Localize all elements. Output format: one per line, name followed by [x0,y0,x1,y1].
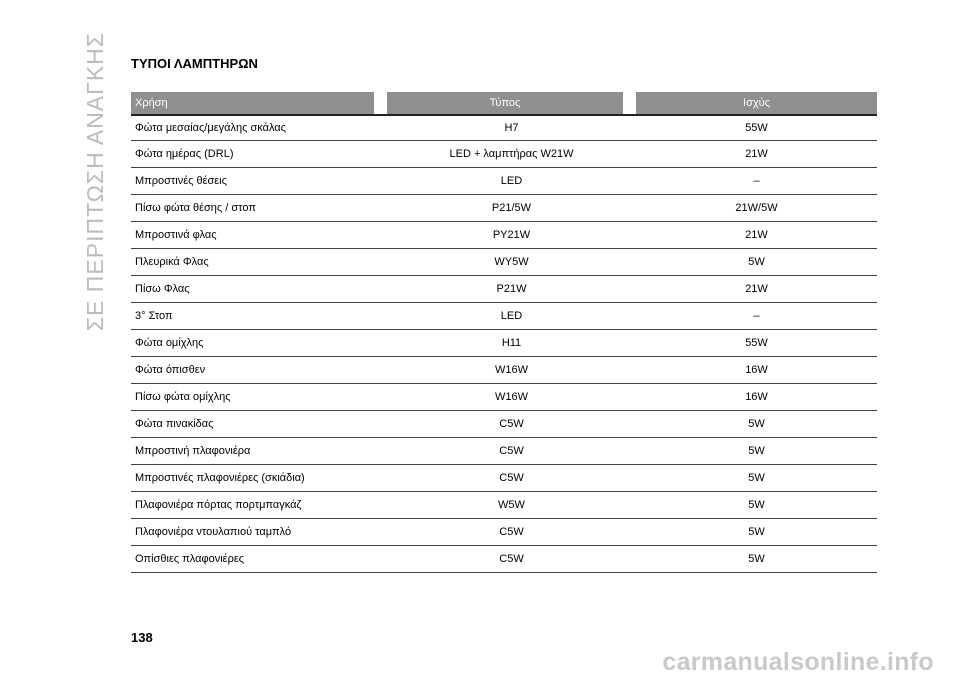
table-row [131,303,877,330]
table-row [131,384,877,411]
cell-usage: Φώτα ημέρας (DRL) [135,148,234,160]
cell-power: 21W [745,229,768,241]
cell-type: W16W [495,391,528,403]
cell-usage: Φώτα ομίχλης [135,337,204,349]
table-header [131,92,877,114]
cell-usage: Μπροστινή πλαφονιέρα [135,445,251,457]
cell-power: 21W [745,148,768,160]
cell-type: P21W [496,283,527,295]
cell-power: 5W [748,256,765,268]
table-row [131,249,877,276]
table-row [131,438,877,465]
watermark: carmanualsonline.info [662,648,934,676]
cell-type: W16W [495,364,528,376]
cell-type: C5W [499,418,524,430]
table-row [131,411,877,438]
cell-power: – [753,310,760,322]
cell-usage: Πίσω φώτα ομίχλης [135,391,231,403]
cell-usage: Πλαφονιέρα πόρτας πορτμπαγκάζ [135,499,302,511]
cell-type: LED + λαμπτήρας W21W [449,148,574,160]
chapter-side-title [80,32,110,332]
cell-type: C5W [499,445,524,457]
table-row [131,141,877,168]
bulb-types-table [131,92,877,573]
cell-type: H7 [504,122,519,134]
table-row [131,276,877,303]
page-number: 138 [131,630,153,645]
cell-type: PY21W [492,229,531,241]
cell-type: C5W [499,553,524,565]
table-row [131,465,877,492]
cell-type: W5W [498,499,525,511]
cell-usage: Οπίσθιες πλαφονιέρες [135,553,245,565]
chapter-side-title-text: ΣΕ ΠΕΡΙΠΤΩΣΗ ΑΝΑΓΚΗΣ [81,32,108,332]
section-title: ΤΥΠΟΙ ΛΑΜΠΤΗΡΩΝ [131,56,258,71]
cell-type: WY5W [494,256,529,268]
table-row [131,519,877,546]
header-power: Ισχύς [636,92,877,114]
cell-usage: Φώτα μεσαίας/μεγάλης σκάλας [135,122,286,134]
table-row [131,357,877,384]
cell-type: P21/5W [491,202,532,214]
table-row [131,195,877,222]
cell-usage: Φώτα όπισθεν [135,364,206,376]
table-row [131,492,877,519]
cell-usage: Πίσω φώτα θέσης / στοπ [135,202,256,214]
cell-power: 16W [745,364,768,376]
cell-usage: Μπροστινές θέσεις [135,175,227,187]
cell-usage: Φώτα πινακίδας [135,418,214,430]
cell-power: 55W [745,122,768,134]
table-row [131,546,877,573]
cell-usage: Πίσω Φλας [135,283,190,295]
cell-power: – [753,175,760,187]
header-usage: Χρήση [131,92,374,114]
cell-power: 5W [748,553,765,565]
cell-power: 5W [748,472,765,484]
cell-type: LED [500,175,523,187]
cell-type: LED [500,310,523,322]
cell-type: C5W [499,472,524,484]
cell-power: 21W [745,283,768,295]
cell-usage: Πλευρικά Φλας [135,256,209,268]
table-row [131,330,877,357]
cell-type: H11 [501,337,522,349]
cell-power: 55W [745,337,768,349]
cell-usage: Μπροστινά φλας [135,229,217,241]
cell-usage: Μπροστινές πλαφονιέρες (σκιάδια) [135,472,305,484]
table-body [131,114,877,573]
header-type: Τύπος [387,92,623,114]
cell-type: C5W [499,526,524,538]
table-row [131,168,877,195]
cell-power: 16W [745,391,768,403]
cell-power: 5W [748,526,765,538]
table-row [131,114,877,141]
cell-power: 5W [748,445,765,457]
cell-power: 21W/5W [735,202,778,214]
cell-power: 5W [748,418,765,430]
cell-power: 5W [748,499,765,511]
cell-usage: 3° Στοπ [135,310,173,322]
cell-usage: Πλαφονιέρα ντουλαπιού ταμπλό [135,526,292,538]
table-row [131,222,877,249]
